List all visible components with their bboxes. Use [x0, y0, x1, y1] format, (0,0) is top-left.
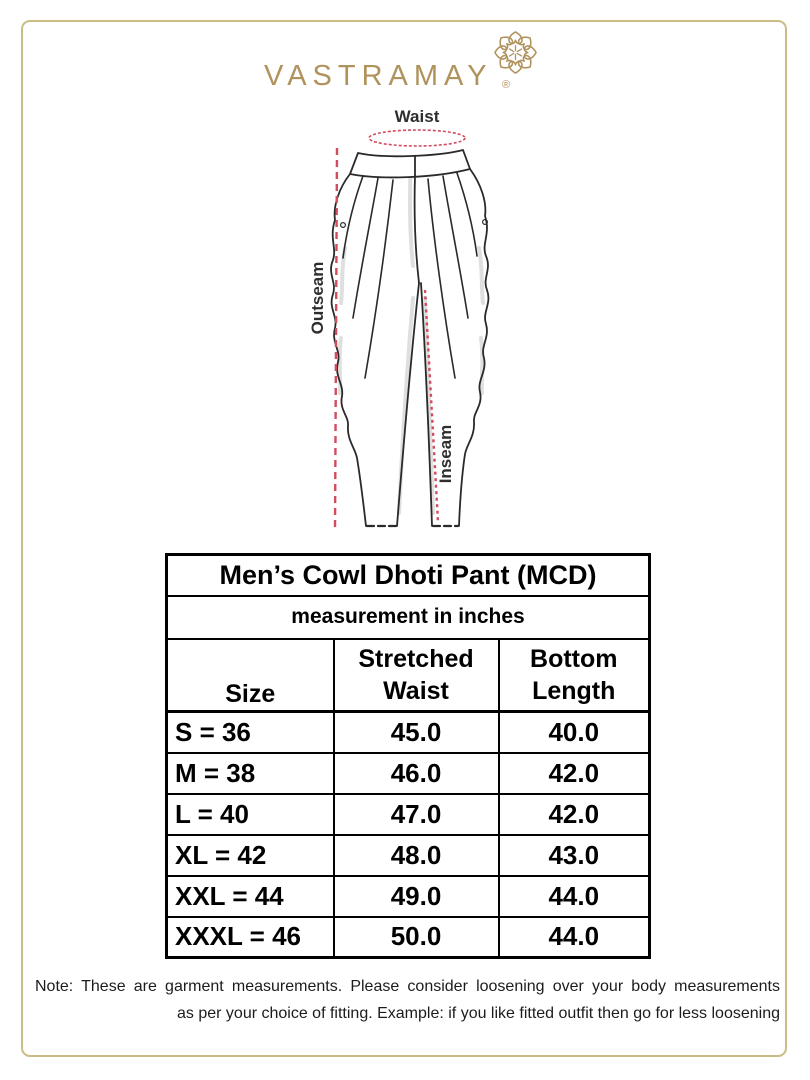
column-header-stretched-waist: Stretched Waist [334, 639, 499, 712]
size-cell: XXXL = 46 [167, 917, 334, 958]
table-row-xxl [167, 876, 650, 917]
size-chart-table [165, 553, 651, 959]
table-subtitle: measurement in inches [167, 596, 650, 639]
bottom-length-cell: 42.0 [499, 753, 650, 794]
dhoti-pant-diagram [275, 98, 545, 558]
measurement-note [35, 973, 780, 1027]
stretched-waist-cell: 47.0 [334, 794, 499, 835]
waist-label: Waist [394, 107, 440, 126]
table-row-l [167, 794, 650, 835]
size-cell: M = 38 [167, 753, 334, 794]
note-line-1: Note: These are garment measurements. Please consider loosening over your body measurements [35, 978, 780, 995]
stretched-waist-cell: 46.0 [334, 753, 499, 794]
size-cell: XXL = 44 [167, 876, 334, 917]
table-row-xl [167, 835, 650, 876]
table-row-xxxl [167, 917, 650, 958]
stretched-waist-cell: 48.0 [334, 835, 499, 876]
bottom-length-cell: 44.0 [499, 917, 650, 958]
inseam-label: Inseam [436, 424, 455, 484]
stretched-waist-cell: 45.0 [334, 712, 499, 753]
bottom-length-cell: 40.0 [499, 712, 650, 753]
registered-trademark-symbol: ® [502, 79, 511, 91]
note-line-2: as per your choice of fitting. Example: if you like fitted outfit then go for less loosening [177, 1005, 780, 1022]
bottom-length-cell: 44.0 [499, 876, 650, 917]
stretched-waist-cell: 49.0 [334, 876, 499, 917]
column-header-bottom-length: Bottom Length [499, 639, 650, 712]
waist-measure-ellipse [369, 130, 465, 146]
outseam-label: Outseam [308, 261, 327, 335]
brand-logo-text: VASTRAMAY [264, 60, 493, 92]
column-header-size: Size [167, 639, 334, 712]
table-row-s [167, 712, 650, 753]
bottom-length-cell: 42.0 [499, 794, 650, 835]
size-cell: S = 36 [167, 712, 334, 753]
size-cell: XL = 42 [167, 835, 334, 876]
size-cell: L = 40 [167, 794, 334, 835]
stretched-waist-cell: 50.0 [334, 917, 499, 958]
flower-ornament-icon [492, 29, 539, 76]
table-title: Men’s Cowl Dhoti Pant (MCD) [167, 555, 650, 596]
table-row-m [167, 753, 650, 794]
bottom-length-cell: 43.0 [499, 835, 650, 876]
